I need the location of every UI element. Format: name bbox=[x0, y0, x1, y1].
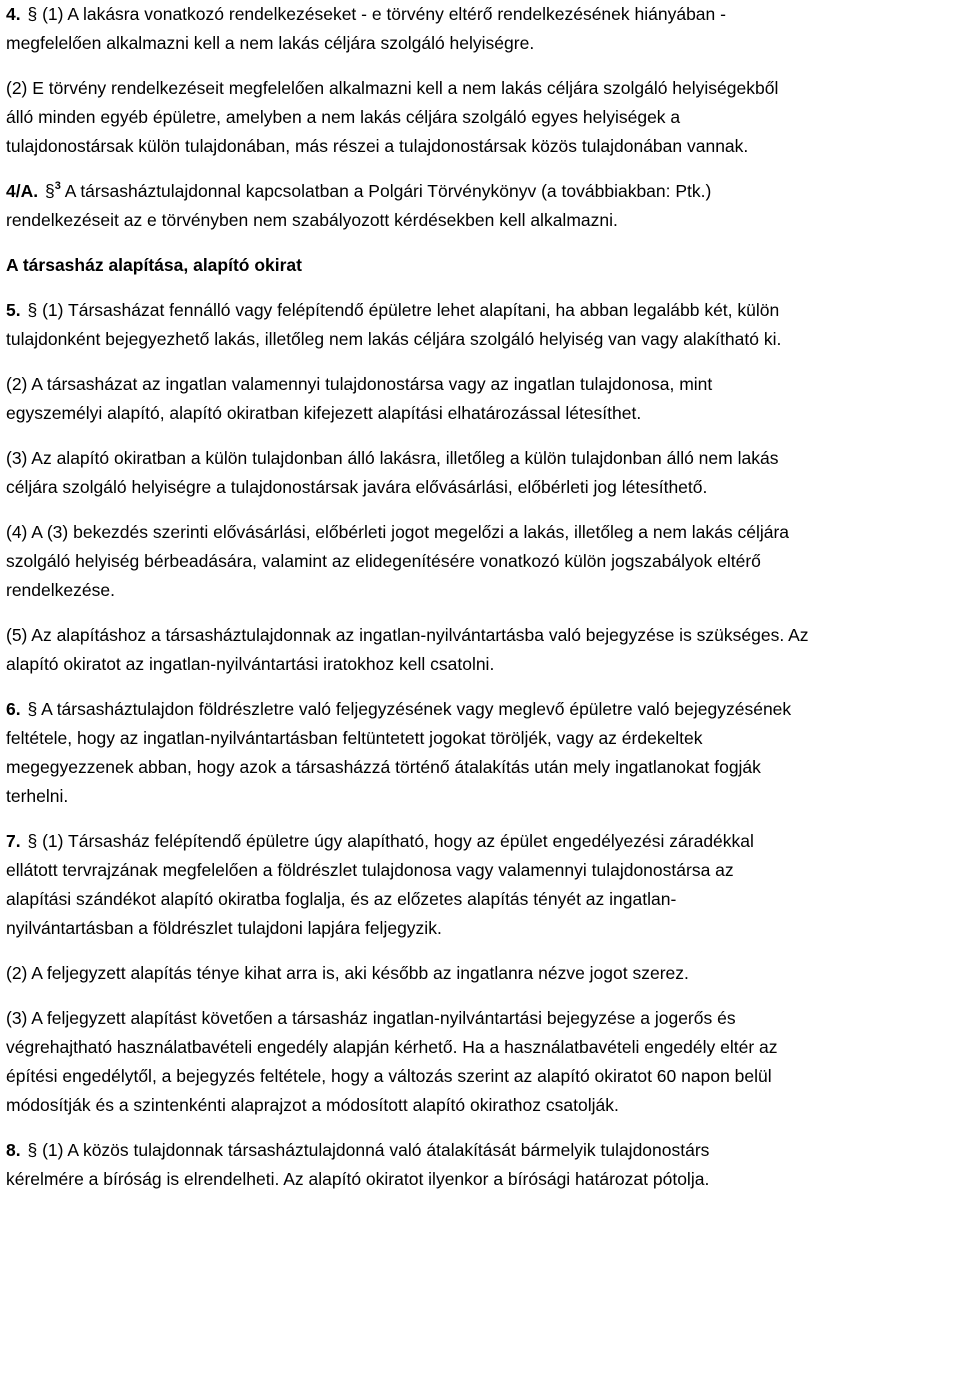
text-line: álló minden egyéb épületre, amelyben a nem lakás céljára szolgáló egyes helyiségek a bbox=[6, 107, 681, 127]
text-line: építési engedélytől, a bejegyzés feltétele, hogy a változás szerint az alapító okiratot 60 napon belül bbox=[6, 1066, 772, 1086]
text-line: ellátott tervrajzának megfelelően a földrészlet tulajdonosa vagy valamennyi tulajdonostársa az bbox=[6, 860, 734, 880]
paragraph-4-1 bbox=[6, 0, 960, 58]
paragraph-4a bbox=[6, 177, 960, 235]
text-line: A társasháztulajdonnal kapcsolatban a Polgári Törvénykönyv (a továbbiakban: Ptk.) bbox=[64, 181, 712, 201]
paragraph-4-2 bbox=[6, 74, 960, 161]
text-line: módosítják és a szintenkénti alaprajzot a módosított alapító okirathoz csatolják. bbox=[6, 1095, 619, 1115]
section-number: 4/A. bbox=[6, 181, 39, 201]
paragraph-6 bbox=[6, 695, 960, 811]
section-number: 6. bbox=[6, 699, 21, 719]
paragraph-7-3 bbox=[6, 1004, 960, 1120]
section-number: 5. bbox=[6, 300, 21, 320]
section-number: 8. bbox=[6, 1140, 21, 1160]
text-line: (5) Az alapításhoz a társasháztulajdonnak az ingatlan-nyilvántartásba való bejegyzése is szükséges. Az bbox=[6, 625, 809, 645]
section-number: 7. bbox=[6, 831, 21, 851]
text-line: céljára szolgáló helyiségre a tulajdonostársak javára elővásárlási, előbérleti jog létesíthető. bbox=[6, 477, 708, 497]
paragraph-5-5 bbox=[6, 621, 960, 679]
text-line: (1) A lakásra vonatkozó rendelkezéseket - e törvény eltérő rendelkezésének hiányában - bbox=[42, 4, 726, 24]
section-sign-icon: § bbox=[27, 300, 38, 320]
text-line: (2) E törvény rendelkezéseit megfelelően alkalmazni kell a nem lakás céljára szolgáló helyiségekből bbox=[6, 78, 779, 98]
text-line: (2) A társasházat az ingatlan valamennyi tulajdonostársa vagy az ingatlan tulajdonosa, mint bbox=[6, 374, 713, 394]
text-line: (3) A feljegyzett alapítást követően a társasház ingatlan-nyilvántartási bejegyzése a jogerős és bbox=[6, 1008, 736, 1028]
text-line: tulajdonként bejegyezhető lakás, illetőleg nem lakás céljára szolgáló helyiség van vagy alakítható ki. bbox=[6, 329, 782, 349]
section-heading: A társasház alapítása, alapító okirat bbox=[6, 255, 302, 275]
paragraph-7-2 bbox=[6, 959, 960, 988]
paragraph-5-2 bbox=[6, 370, 960, 428]
text-line: alapító okiratot az ingatlan-nyilvántartási iratokhoz kell csatolni. bbox=[6, 654, 495, 674]
section-sign-icon: § bbox=[27, 1140, 38, 1160]
text-line: végrehajtható használatbavételi engedély alapján kérhető. Ha a használatbavételi engedély eltér az bbox=[6, 1037, 778, 1057]
text-line: (1) Társasházat fennálló vagy felépítendő épületre lehet alapítani, ha abban legalább két, külön bbox=[42, 300, 780, 320]
footnote-ref: 3 bbox=[54, 180, 61, 192]
text-line: alapítási szándékot alapító okiratba foglalja, és az előzetes alapítás tényét az ingatlan- bbox=[6, 889, 677, 909]
text-line: (1) Társasház felépítendő épületre úgy alapítható, hogy az épület engedélyezési záradékkal bbox=[42, 831, 754, 851]
text-line: (1) A közös tulajdonnak társasháztulajdonná való átalakítását bármelyik tulajdonostárs bbox=[42, 1140, 710, 1160]
paragraph-7-1 bbox=[6, 827, 960, 943]
text-line: nyilvántartásban a földrészlet tulajdoni lapjára feljegyzik. bbox=[6, 918, 442, 938]
text-line: A társasháztulajdon földrészletre való feljegyzésének vagy meglevő épületre való bejegyzésének bbox=[41, 699, 792, 719]
section-sign-icon: § bbox=[27, 699, 38, 719]
text-line: (3) Az alapító okiratban a külön tulajdonban álló lakásra, illetőleg a külön tulajdonban álló nem lakás bbox=[6, 448, 779, 468]
section-number: 4. bbox=[6, 4, 21, 24]
text-line: tulajdonostársak külön tulajdonában, más részei a tulajdonostársak közös tulajdonában vannak. bbox=[6, 136, 749, 156]
paragraph-5-4 bbox=[6, 518, 960, 605]
text-line: szolgáló helyiség bérbeadására, valamint az elidegenítésére vonatkozó külön jogszabályok eltérő bbox=[6, 551, 761, 571]
text-line: rendelkezéseit az e törvényben nem szabályozott kérdésekben kell alkalmazni. bbox=[6, 210, 618, 230]
paragraph-5-1 bbox=[6, 296, 960, 354]
section-sign-icon: § bbox=[44, 181, 55, 201]
text-line: megegyezzenek abban, hogy azok a társasházzá történő átalakítás után mely ingatlanokat fogják bbox=[6, 757, 761, 777]
text-line: (4) A (3) bekezdés szerinti elővásárlási, előbérleti jogot megelőzi a lakás, illetőleg a nem lakás céljára bbox=[6, 522, 790, 542]
paragraph-8-1 bbox=[6, 1136, 960, 1194]
section-sign-icon: § bbox=[27, 831, 38, 851]
text-line: (2) A feljegyzett alapítás ténye kihat arra is, aki később az ingatlanra nézve jogot szerez. bbox=[6, 963, 689, 983]
section-sign-icon: § bbox=[27, 4, 38, 24]
text-line: kérelmére a bíróság is elrendelheti. Az alapító okiratot ilyenkor a bírósági határozat pótolja. bbox=[6, 1169, 710, 1189]
text-line: rendelkezése. bbox=[6, 580, 115, 600]
text-line: megfelelően alkalmazni kell a nem lakás céljára szolgáló helyiségre. bbox=[6, 33, 535, 53]
text-line: feltétele, hogy az ingatlan-nyilvántartásban feltüntetett jogokat töröljék, vagy az érdekeltek bbox=[6, 728, 703, 748]
text-line: terhelni. bbox=[6, 786, 69, 806]
paragraph-5-3 bbox=[6, 444, 960, 502]
text-line: egyszemélyi alapító, alapító okiratban kifejezett alapítási elhatározással létesíthet. bbox=[6, 403, 642, 423]
